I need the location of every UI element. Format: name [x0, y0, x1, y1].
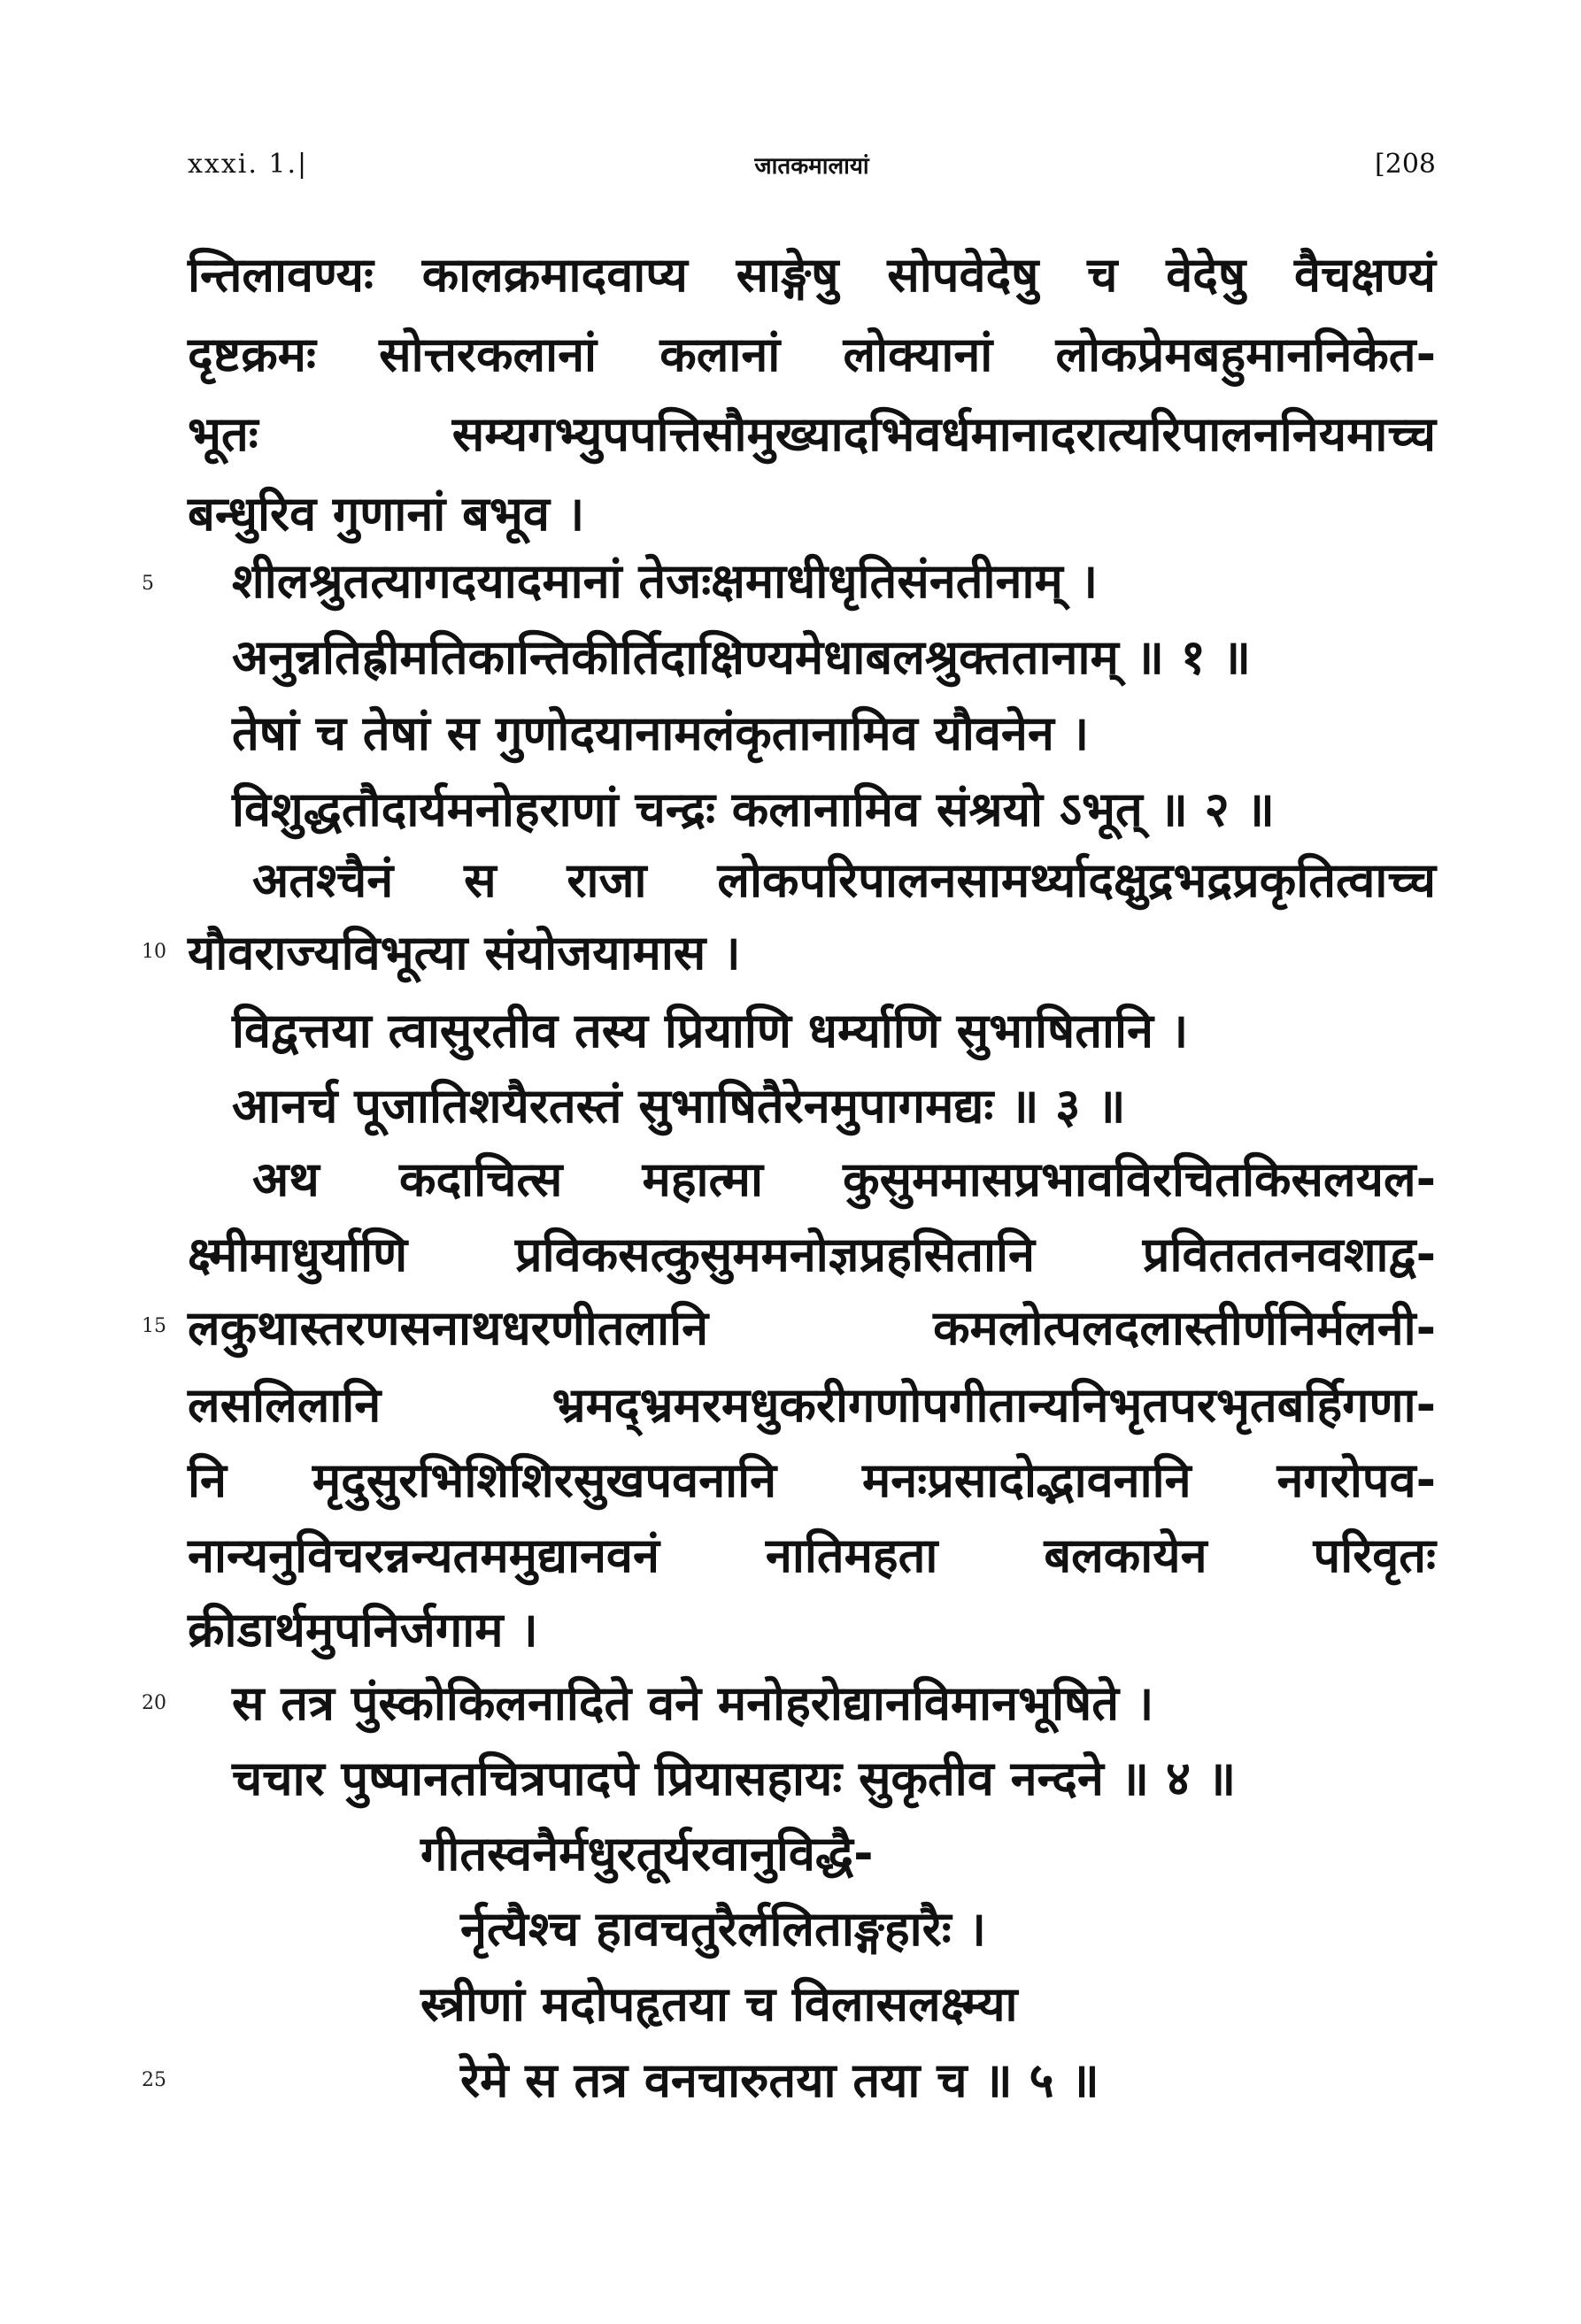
text-line: बन्धुरिव गुणानां बभूव ।	[188, 486, 585, 542]
verse-line: स्त्रीणां मदोपहृतया च विलासलक्ष्म्या	[420, 1976, 1018, 2032]
verse-line: र्नृत्यैश्च हावचतुरैर्ललिताङ्गहारैः ।	[460, 1901, 986, 1957]
line-number: 15	[142, 1315, 166, 1337]
verse-line: विद्वत्तया त्वासुरतीव तस्य प्रियाणि धर्म्याणि सुभाषितानि ।	[232, 1003, 1189, 1058]
text-line: अतश्चैनं स राजा लोकपरिपालनसामर्थ्यादक्षुद्रभद्रप्रकृतित्वाच्च	[252, 852, 1436, 908]
verse-line: स तत्र पुंस्कोकिलनादिते वने मनोहरोद्यानविमानभूषिते ।	[232, 1675, 1154, 1731]
running-title: जातकमालायां	[754, 153, 869, 180]
verse-line: गीतस्वनैर्मधुरतूर्यरवानुविद्धै-	[420, 1826, 874, 1882]
verse-line: आनर्च पूजातिशयैरतस्तं सुभाषितैरेनमुपागमद्यः ॥ ३ ॥	[232, 1078, 1126, 1134]
line-number: 25	[142, 2069, 166, 2091]
text-line: क्ष्मीमाधुर्याणि प्रविकसत्कुसुममनोज्ञप्रहसितानि प्रवितततनवशाद्व-	[188, 1227, 1436, 1282]
text-line: लकुथास्तरणसनाथधरणीतलानि कमलोत्पलदलास्तीर्णनिर्मलनी-	[188, 1300, 1436, 1356]
line-number: 5	[142, 573, 154, 595]
verse-line: शीलश्रुतत्यागदयादमानां तेजःक्षमाधीधृतिसंनतीनाम् ।	[232, 553, 1099, 609]
text-line: क्रीडार्थमुपनिर्जगाम ।	[188, 1602, 538, 1658]
page-number: [208	[1375, 149, 1436, 180]
text-line: भूतः सम्यगभ्युपपत्तिसौमुख्यादभिवर्धमानादरात्यरिपालननियमाच्च	[188, 406, 1436, 462]
text-line: अथ कदाचित्स महात्मा कुसुममासप्रभावविरचितकिसलयल-	[252, 1151, 1436, 1207]
line-number: 10	[142, 941, 166, 963]
verse-line: अनुन्नतिह्रीमतिकान्तिकीर्तिदाक्षिण्यमेधाबलश्रुक्ततानाम् ॥ १ ॥	[232, 629, 1251, 685]
text-line: न्तिलावण्यः कालक्रमादवाप्य साङ्गेषु सोपवेदेषु च वेदेषु वैचक्षण्यं	[188, 247, 1436, 303]
line-number: 20	[142, 1692, 166, 1714]
verse-line: चचार पुष्पानतचित्रपादपे प्रियासहायः सुकृतीव नन्दने ॥ ४ ॥	[232, 1751, 1237, 1806]
verse-line: रेमे स तत्र वनचारुतया तया च ॥ ५ ॥	[460, 2052, 1099, 2108]
section-reference: xxxi. 1.|	[188, 149, 309, 180]
verse-line: तेषां च तेषां स गुणोदयानामलंकृतानामिव यौवनेन ।	[232, 705, 1090, 761]
verse-line: विशुद्धतौदार्यमनोहराणां चन्द्रः कलानामिव संश्रयो ऽभूत् ॥ २ ॥	[232, 781, 1275, 837]
running-header	[188, 149, 1436, 193]
text-line: नान्यनुविचरन्नन्यतममुद्यानवनं नातिमहता बलकायेन परिवृतः	[188, 1528, 1436, 1583]
text-line: नि मृदुसुरभिशिशिरसुखपवनानि मनःप्रसादोद्भावनानि नगरोपव-	[188, 1452, 1436, 1508]
text-line: यौवराज्यविभूत्या संयोजयामास ।	[188, 925, 741, 981]
text-line: दृष्टक्रमः सोत्तरकलानां कलानां लोक्यानां लोकप्रेमबहुमाननिकेत-	[188, 327, 1436, 382]
text-line: लसलिलानि भ्रमद्भ्रमरमधुकरीगणोपगीतान्यनिभृतपरभृतबर्हिगणा-	[188, 1377, 1436, 1433]
